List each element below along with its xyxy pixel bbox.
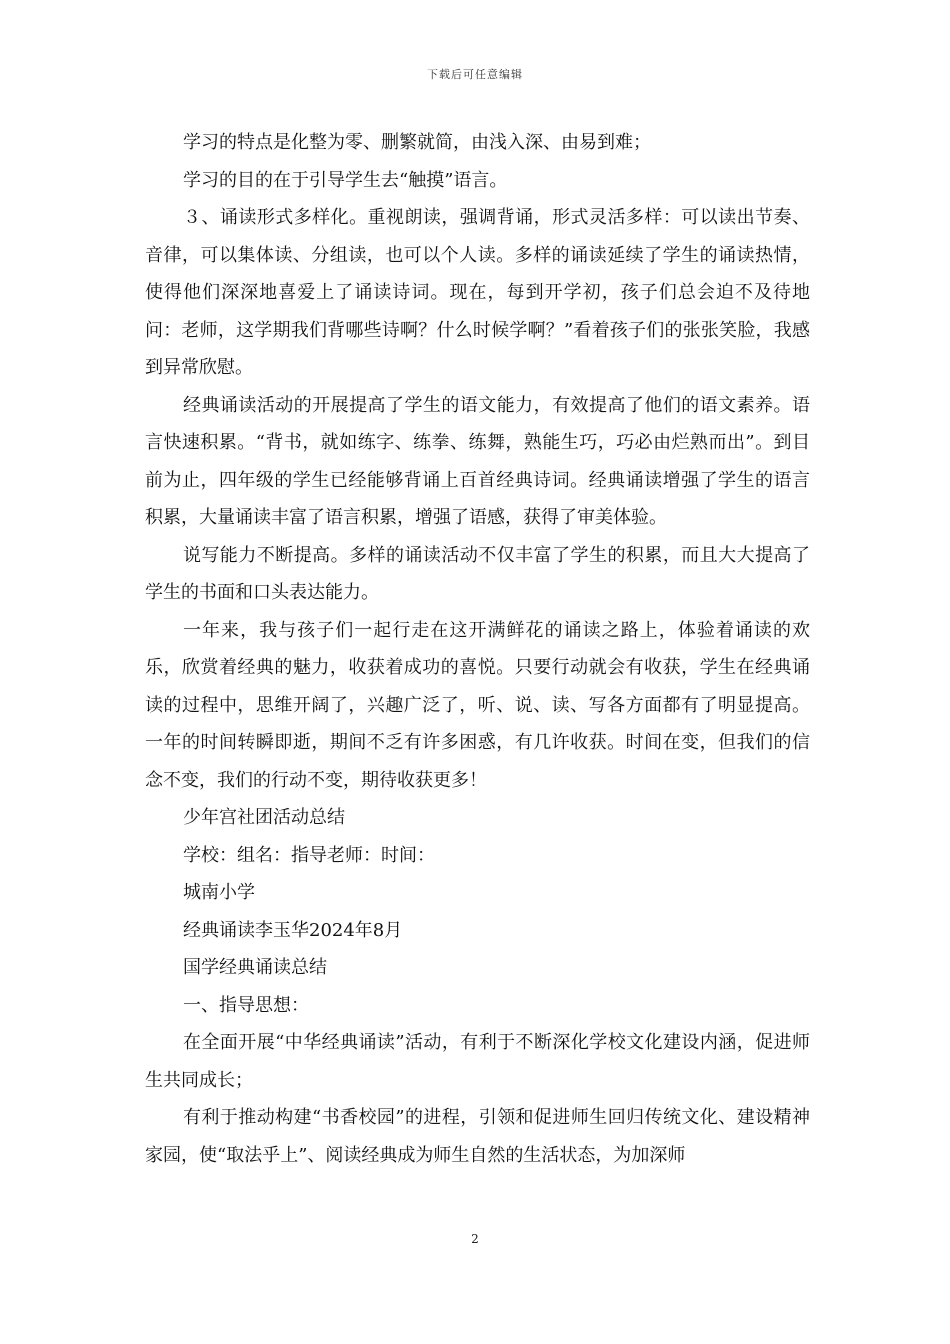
paragraph-section-title: 国学经典诵读总结 xyxy=(183,957,327,978)
paragraph-club-summary-title: 少年宫社团活动总结 xyxy=(183,807,345,828)
paragraph-learning-purpose: 学习的目的在于引导学生去“触摸”语言。 xyxy=(183,169,508,191)
paragraph-form-labels: 学校：组名：指导老师：时间： xyxy=(183,844,435,866)
paragraph-writing-ability: 说写能力不断提高。多样的诵读活动不仅丰富了学生的积累，而且大大提高了学生的书面和口头表达能力。 xyxy=(145,544,810,603)
paragraph-guiding-ideology-heading: 一、指导思想： xyxy=(183,994,309,1016)
page-number: 2 xyxy=(471,1232,479,1246)
paragraph-guiding-ideology-1: 在全面开展“中华经典诵读”活动，有利于不断深化学校文化建设内涵，促进师生共同成长； xyxy=(145,1032,810,1091)
paragraph-school-name: 城南小学 xyxy=(183,882,255,903)
paragraph-learning-features: 学习的特点是化整为零、删繁就简，由浅入深、由易到难； xyxy=(183,132,651,153)
paragraph-language-ability: 经典诵读活动的开展提高了学生的语文能力，有效提高了他们的语文素养。语言快速积累。“背书，就如练字、练拳、练舞，熟能生巧，巧必由烂熟而出”。到目前为止，四年级的学生已经能够背诵上百首经典诗词。经典诵读增强了学生的语言积累，大量诵读丰富了语言积累，增强了语感，获得了审美体验。 xyxy=(145,394,810,528)
paragraph-group-teacher-date: 经典诵读李玉华2024年8月 xyxy=(183,919,403,941)
paragraph-year-summary: 一年来，我与孩子们一起行走在这开满鲜花的诵读之路上，体验着诵读的欢乐，欣赏着经典的魅力，收获着成功的喜悦。只要行动就会有收获，学生在经典诵读的过程中，思维开阔了，兴趣广泛了，听、说、读、写各方面都有了明显提高。一年的时间转瞬即逝，期间不乏有许多困惑，有几许收获。时间在变，但我们的信念不变，我们的行动不变，期待收获更多！ xyxy=(145,619,810,791)
paragraph-guiding-ideology-2: 有利于推动构建“书香校园”的进程，引领和促进师生回归传统文化、建设精神家园，使“取法乎上”、阅读经典成为师生自然的生活状态，为加深师 xyxy=(145,1107,810,1166)
paragraph-recitation-forms: ３、诵读形式多样化。重视朗读，强调背诵，形式灵活多样：可以读出节奏、音律，可以集体读、分组读，也可以个人读。多样的诵读延续了学生的诵读热情，使得他们深深地喜爱上了诵读诗词。现在，每到开学初，孩子们总会迫不及待地问：老师，这学期我们背哪些诗啊？什么时候学啊？”看着孩子们的张张笑脸，我感到异常欣慰。 xyxy=(145,207,810,378)
page-header: 下载后可任意编辑 xyxy=(427,68,523,81)
document-body xyxy=(145,124,810,1174)
